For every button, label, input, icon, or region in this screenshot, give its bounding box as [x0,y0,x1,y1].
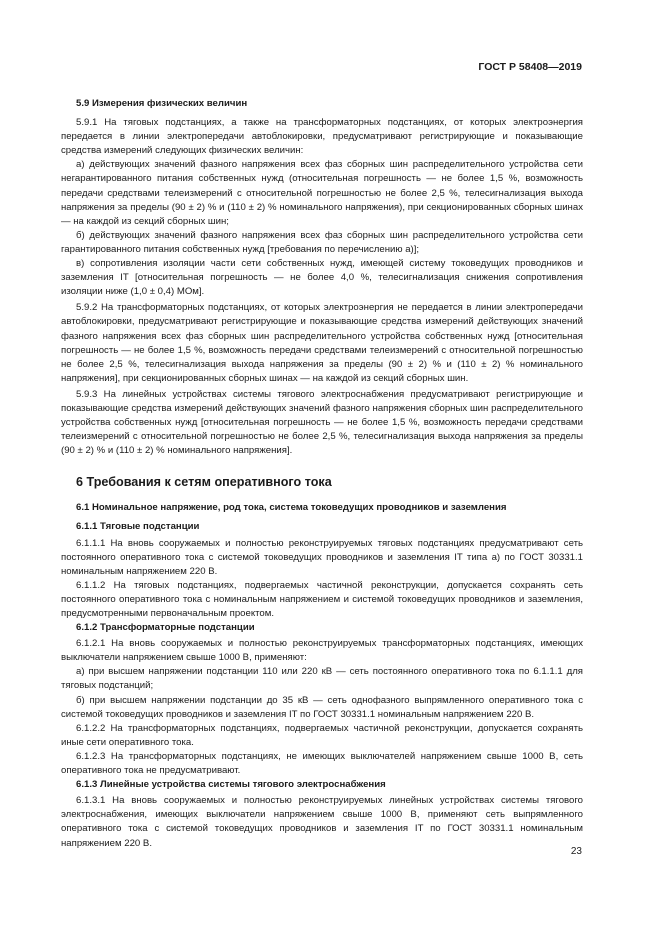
paragraph-6-1-2-1: 6.1.2.1 На вновь сооружаемых и полностью реконструируемых трансформаторных подстанциях, имеющих выключатели напряжением свыше 1000 В, применяют: [61,638,583,664]
paragraph-6-1-3-1: 6.1.3.1 На вновь сооружаемых и полностью реконструируемых линейных устройствах системы тягового электроснабжения, имеющих выключатели напряжением свыше 1000 В, применяют сеть выпрямленного оперативного тока с системой токоведущих проводников и заземления IT по ГОСТ 30331.1 номинальным напряжением 220 В. [61,795,583,849]
list-item-c: в) сопротивления изоляции части сети собственных нужд, имеющей систему токоведущих проводников и заземления IT [относительная погрешность — не более 4,0 %, телесигнализация снижения сопротивления изоляции ниже (1,0 ± 0,4) МОм]. [61,258,583,298]
paragraph-5-9-3: 5.9.3 На линейных устройствах системы тягового электроснабжения предусматривают регистрирующие и показывающие средства измерений действующих значений фазного напряжения сборных шин распределительного устройства собственных нужд [относительная погрешность — не более 1,5 %, возможность передачи средствами телеизмерений с относительной погрешностью не более 2,5 %, телесигнализация выхода напряжения за пределы (90 ± 2) % и (110 ± 2) % номинального напряжения]. [61,388,583,457]
subsection-heading-6-1-3: 6.1.3 Линейные устройства системы тягового электроснабжения [76,779,386,791]
list-item-a: а) действующих значений фазного напряжения всех фаз сборных шин распределительного устройства сети негарантированного питания собственных нужд (относительная погрешность — не более 1,5 %, возможность передачи средствами телеизмерений с относительной погрешностью не более 2,5 %, телесигнализация выхода напряжения за пределы (90 ± 2) % и (110 ± 2) % номинального напряжения), при секционированных сборных шинах — на каждой из секций сборных шин; [61,159,583,227]
paragraph-6-1-2-3: 6.1.2.3 На трансформаторных подстанциях, не имеющих выключателей напряжением свыше 1000 В, сеть оперативного тока не предусматривают. [61,750,583,777]
paragraph-5-9-1: 5.9.1 На тяговых подстанциях, а также на трансформаторных подстанциях, от которых электроэнергия передается в линии электропередачи автоблокировки, предусматривают регистрирующие и показывающие средства измерений следующих физических величин: [61,117,583,157]
paragraph-6-1-1-2: 6.1.1.2 На тяговых подстанциях, подвергаемых частичной реконструкции, допускается сохранять сеть постоянного оперативного тока с номинальным напряжением и системой токоведущих проводников и заземления, предусмотренными первоначальным проектом. [61,579,583,619]
paragraph-6-1-2-2: 6.1.2.2 На трансформаторных подстанциях, подвергаемых частичной реконструкции, допускается сохранять иные сети оперативного тока. [61,722,583,748]
page-number: 23 [570,846,582,857]
paragraph-6-1-1-1: 6.1.1.1 На вновь сооружаемых и полностью реконструируемых тяговых подстанциях предусматривают сеть постоянного оперативного тока с системой токоведущих проводников и заземления IT типа а) по ГОСТ 30331.1 номинальным напряжением 220 В. [61,537,583,577]
section-heading-5-9: 5.9 Измерения физических величин [76,98,248,109]
subsection-heading-6-1-2: 6.1.2 Трансформаторные подстанции [76,622,255,634]
standard-header: ГОСТ Р 58408—2019 [478,61,582,73]
chapter-heading-6: 6 Требования к сетям оперативного тока [76,475,332,490]
subsection-heading-6-1-1: 6.1.1 Тяговые подстанции [76,521,200,533]
page-content [61,97,583,851]
section-heading-6-1: 6.1 Номинальное напряжение, род тока, система токоведущих проводников и заземления [76,502,507,514]
list-item-a: а) при высшем напряжении подстанции 110 или 220 кВ — сеть постоянного оперативного тока по 6.1.1.1 для тяговых подстанций; [61,666,583,692]
list-item-b: б) действующих значений фазного напряжения всех фаз сборных шин распределительного устройства сети гарантированного питания собственных нужд [требования по перечислению а)]; [61,229,583,255]
list-item-b: б) при высшем напряжении подстанции до 35 кВ — сеть однофазного выпрямленного оперативного тока с системой токоведущих проводников и заземления IT по ГОСТ 30331.1 номинальным напряжением 220 В. [61,694,583,720]
paragraph-5-9-2: 5.9.2 На трансформаторных подстанциях, от которых электроэнергия не передается в линии электропередачи автоблокировки, предусматривают регистрирующие и показывающие средства измерений действующих значений фазного напряжения всех фаз сборных шин распределительного устройства собственных нужд [относительная погрешность — не более 1,5 %, возможность передачи средствами телеизмерений с относительной погрешностью не более 2,5 %, телесигнализация выхода напряжения за пределы (90 ± 2) % и (110 ± 2) % номинального напряжения], при секционированных сборных шинах — на каждой из секций сборных шин. [61,302,583,384]
